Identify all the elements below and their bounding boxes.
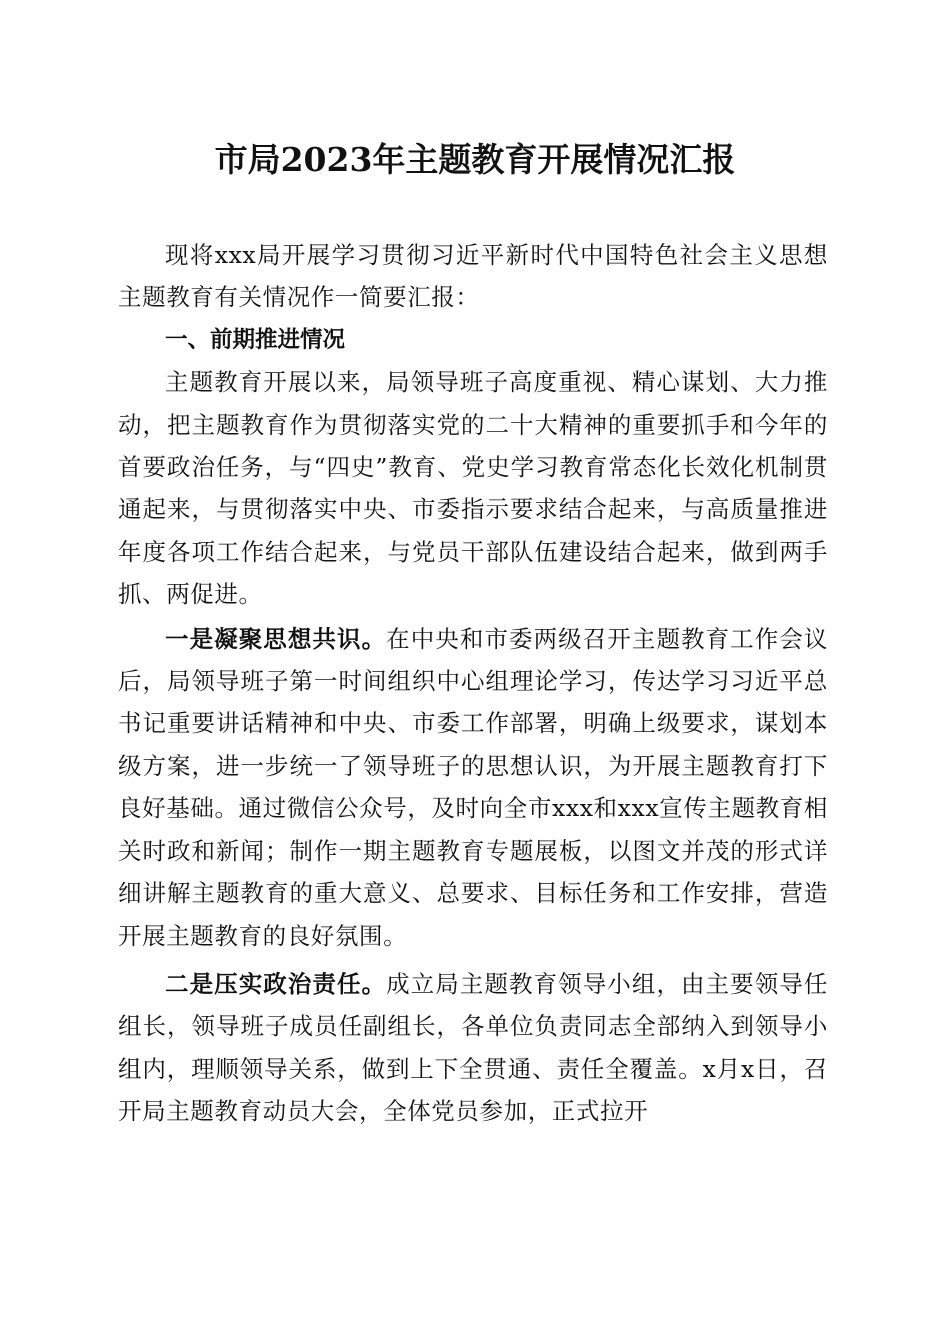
document-body (118, 234, 828, 1133)
point-two-paragraph (118, 963, 828, 1133)
section-heading: 一、前期推进情况 (165, 326, 346, 353)
document-title: 市局2023年主题教育开展情况汇报 (214, 140, 736, 179)
point-one-lead: 一是凝聚思想共识。 (165, 624, 387, 653)
section-paragraph: 主题教育开展以来，局领导班子高度重视、精心谋划、大力推动，把主题教育作为贯彻落实党的二十大精神的重要抓手和今年的首要政治任务，与“四史”教育、党史学习教育常态化长效化机制贯通起来，与贯彻落实中央、市委指示要求结合起来，与高质量推进年度各项工作结合起来，与党员干部队伍建设结合起来，做到两手抓、两促进。 (118, 368, 828, 609)
intro-paragraph: 现将xxx局开展学习贯彻习近平新时代中国特色社会主义思想主题教育有关情况作一简要汇报： (118, 241, 828, 312)
point-one-text: 在中央和市委两级召开主题教育工作会议后，局领导班子第一时间组织中心组理论学习，传达学习习近平总书记重要讲话精神和中央、市委工作部署，明确上级要求，谋划本级方案，进一步统一了领导班子的思想认识，为开展主题教育打下良好基础。通过微信公众号，及时向全市xxx和xxx宣传主题教育相关时政和新闻；制作一期主题教育专题展板，以图文并茂的形式详细讲解主题教育的重大意义、总要求、目标任务和工作安排，营造开展主题教育的良好氛围。 (118, 624, 828, 950)
point-two-lead: 二是压实政治责任。 (165, 969, 387, 998)
point-two-text: 成立局主题教育领导小组，由主要领导任组长，领导班子成员任副组长，各单位负责同志全部纳入到领导小组内，理顺领导关系，做到上下全贯通、责任全覆盖。x月x日，召开局主题教育动员大会，全体党员参加，正式拉开 (118, 969, 828, 1126)
point-one-paragraph (118, 618, 828, 957)
